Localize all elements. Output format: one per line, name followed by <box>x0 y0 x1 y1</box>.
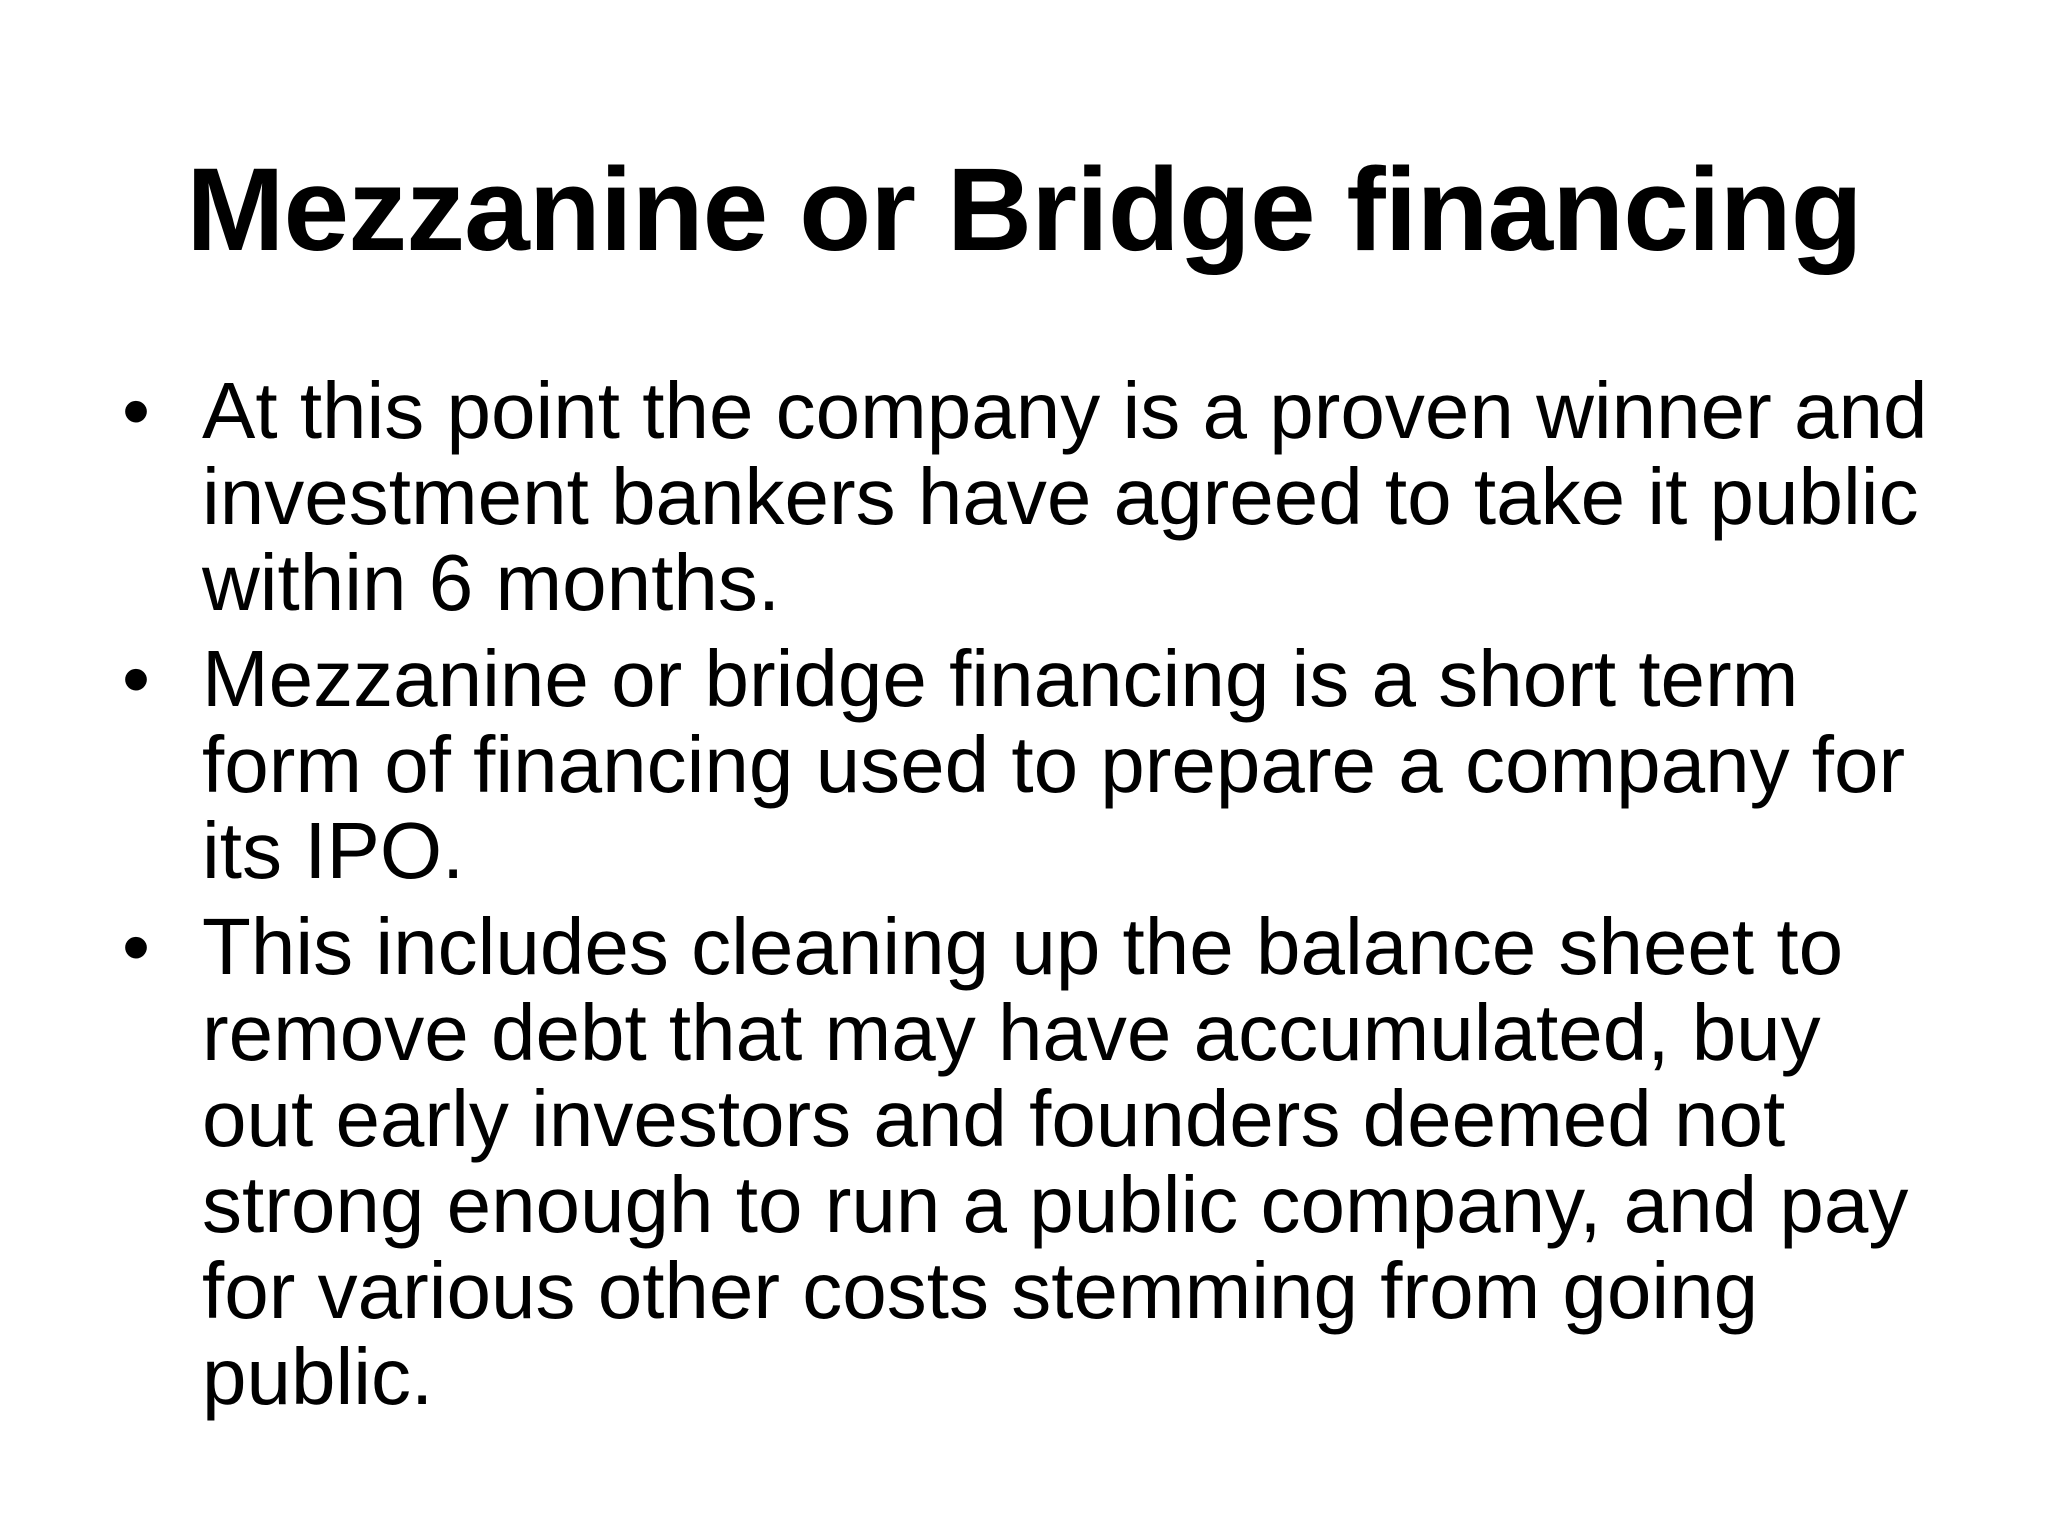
bullet-marker: • <box>122 366 151 455</box>
bullet-item <box>122 904 1942 1420</box>
bullet-item <box>122 636 1942 894</box>
slide-title: Mezzanine or Bridge financing <box>186 144 1862 276</box>
bullet-list <box>122 368 1942 1430</box>
bullet-marker: • <box>122 902 151 991</box>
bullet-text: At this point the company is a proven winner and investment bankers have agreed to take it public within 6 months. <box>202 366 1928 627</box>
bullet-text: Mezzanine or bridge financing is a short term form of financing used to prepare a company for its IPO. <box>202 634 1906 895</box>
bullet-text: This includes cleaning up the balance sheet to remove debt that may have accumulated, buy out early investors and founders deemed not strong enough to run a public company, and pay for various other costs stemming from going public. <box>202 902 1909 1421</box>
bullet-marker: • <box>122 634 151 723</box>
bullet-item <box>122 368 1942 626</box>
